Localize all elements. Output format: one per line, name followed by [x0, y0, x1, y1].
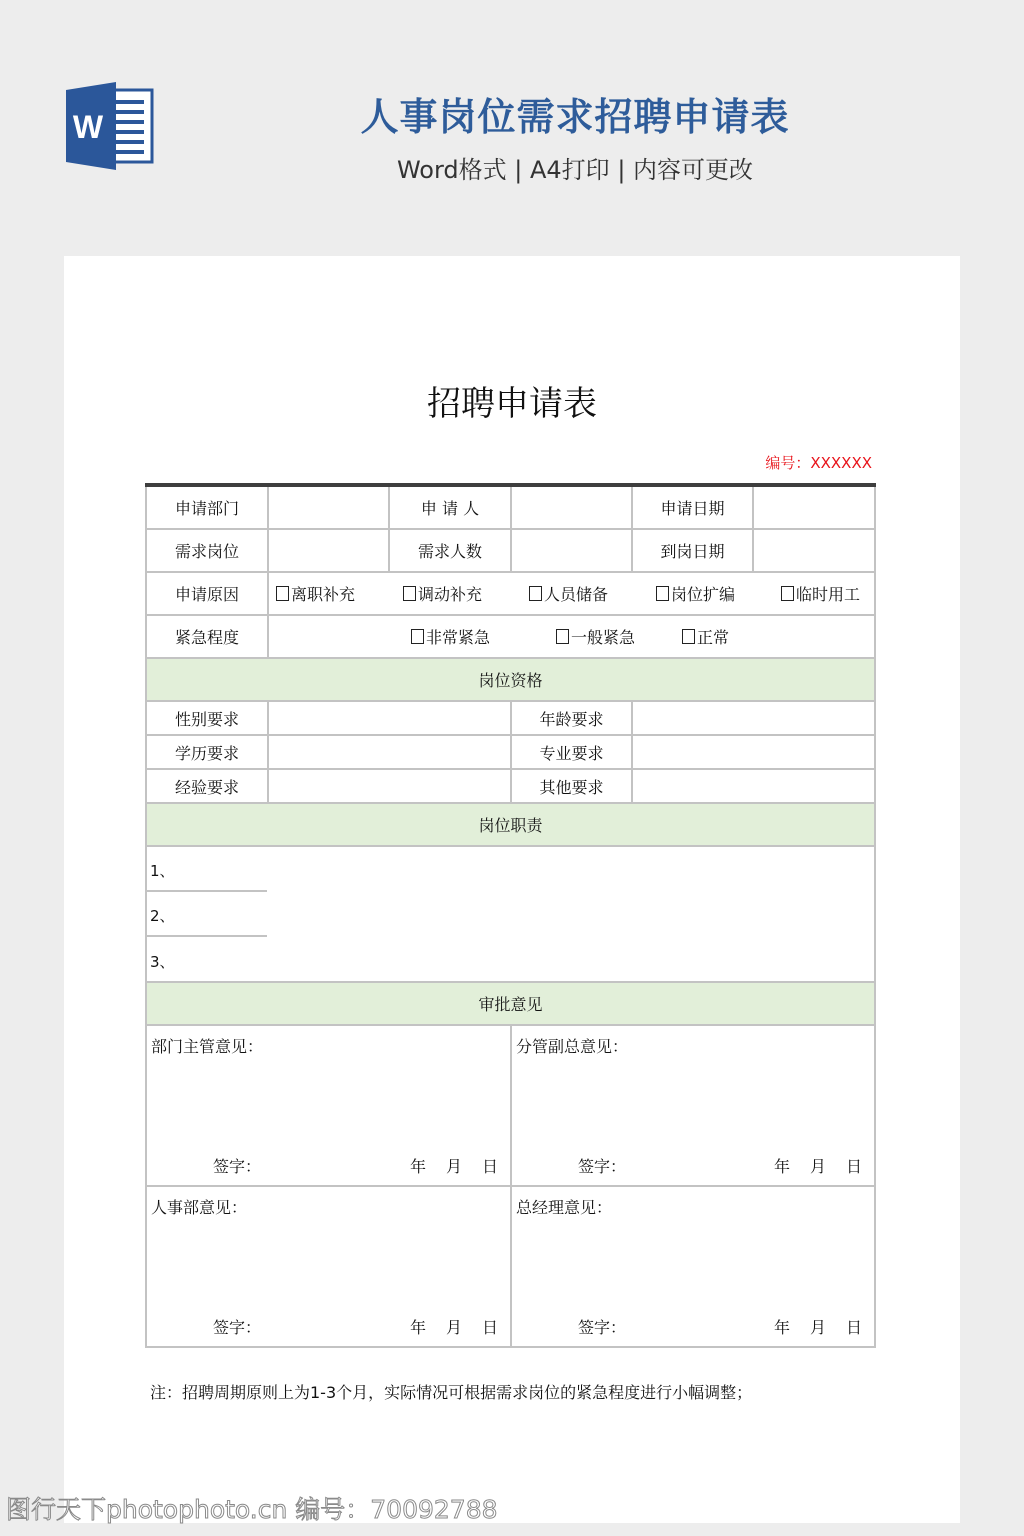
section-approval: 审批意见 — [146, 982, 875, 1025]
serial-number: 编号：XXXXXX — [765, 454, 872, 472]
input-major[interactable] — [632, 735, 875, 769]
checkbox-icon — [556, 629, 569, 644]
date-label: 年 月 日 — [773, 1157, 862, 1176]
input-applicant[interactable] — [511, 485, 632, 529]
header-title: 人事岗位需求招聘申请表 — [360, 95, 790, 139]
input-age[interactable] — [632, 701, 875, 735]
sign-label: 签字： — [578, 1157, 627, 1176]
table-row — [146, 615, 875, 658]
document-title: 招聘申请表 — [427, 384, 597, 424]
section-header-row — [146, 803, 875, 846]
reason-checkbox[interactable]: 临时用工 — [781, 582, 860, 605]
table-row — [146, 701, 875, 735]
watermark: 图行天下photophoto.cn 编号：70092788 — [6, 1495, 498, 1524]
label-major: 专业要求 — [511, 735, 632, 769]
reason-checkbox[interactable]: 人员储备 — [529, 582, 656, 605]
section-header-row — [146, 658, 875, 701]
section-duties: 岗位职责 — [146, 803, 875, 846]
urgency-checkbox[interactable]: 正常 — [682, 625, 729, 648]
table-row — [146, 735, 875, 769]
duty-item: 2、 — [150, 907, 175, 925]
label-experience: 经验要求 — [146, 769, 268, 803]
table-row — [146, 1025, 875, 1186]
table-row — [146, 769, 875, 803]
date-label: 年 月 日 — [409, 1318, 498, 1337]
input-other[interactable] — [632, 769, 875, 803]
input-onboard-date[interactable] — [753, 529, 875, 572]
label-reason: 申请原因 — [146, 572, 268, 615]
checkbox-icon — [276, 586, 289, 601]
label-position: 需求岗位 — [146, 529, 268, 572]
duty-item: 3、 — [150, 953, 175, 971]
table-row — [146, 529, 875, 572]
footnote: 注：招聘周期原则上为1-3个月，实际情况可根据需求岗位的紧急程度进行小幅调整； — [150, 1383, 753, 1402]
approval-general-manager[interactable] — [511, 1186, 875, 1347]
label-urgency: 紧急程度 — [146, 615, 268, 658]
sign-label: 签字： — [213, 1318, 262, 1337]
table-row — [146, 485, 875, 529]
input-experience[interactable] — [268, 769, 511, 803]
reason-options — [268, 572, 875, 615]
checkbox-icon — [656, 586, 669, 601]
input-position[interactable] — [268, 529, 389, 572]
approval-label: 分管副总意见： — [516, 1037, 629, 1056]
word-icon — [64, 82, 156, 170]
approval-label: 部门主管意见： — [151, 1037, 264, 1056]
input-headcount[interactable] — [511, 529, 632, 572]
section-header-row — [146, 982, 875, 1025]
section-qualification: 岗位资格 — [146, 658, 875, 701]
label-dept: 申请部门 — [146, 485, 268, 529]
divider — [147, 935, 267, 937]
input-apply-date[interactable] — [753, 485, 875, 529]
checkbox-icon — [411, 629, 424, 644]
divider — [147, 890, 267, 892]
duties-area[interactable] — [146, 846, 875, 982]
label-other: 其他要求 — [511, 769, 632, 803]
input-education[interactable] — [268, 735, 511, 769]
reason-checkbox[interactable]: 调动补充 — [403, 582, 529, 605]
label-applicant: 申 请 人 — [389, 485, 511, 529]
table-row — [146, 846, 875, 982]
label-headcount: 需求人数 — [389, 529, 511, 572]
checkbox-icon — [682, 629, 695, 644]
application-form-table — [145, 483, 876, 1348]
urgency-checkbox[interactable]: 非常紧急 — [411, 625, 556, 648]
label-onboard-date: 到岗日期 — [632, 529, 753, 572]
input-gender[interactable] — [268, 701, 511, 735]
approval-hr[interactable] — [146, 1186, 511, 1347]
document-page — [64, 256, 960, 1523]
date-label: 年 月 日 — [773, 1318, 862, 1337]
table-row — [146, 572, 875, 615]
sign-label: 签字： — [578, 1318, 627, 1337]
sign-label: 签字： — [213, 1157, 262, 1176]
input-dept[interactable] — [268, 485, 389, 529]
approval-label: 总经理意见： — [516, 1198, 613, 1217]
urgency-options — [268, 615, 875, 658]
word-icon-letter: W — [72, 109, 104, 145]
checkbox-icon — [403, 586, 416, 601]
header-subtitle: Word格式 | A4打印 | 内容可更改 — [396, 156, 754, 184]
label-education: 学历要求 — [146, 735, 268, 769]
duty-item: 1、 — [150, 862, 175, 880]
reason-checkbox[interactable]: 岗位扩编 — [656, 582, 781, 605]
approval-vice-president[interactable] — [511, 1025, 875, 1186]
approval-label: 人事部意见： — [151, 1198, 248, 1217]
table-row — [146, 1186, 875, 1347]
approval-dept-manager[interactable] — [146, 1025, 511, 1186]
reason-checkbox[interactable]: 离职补充 — [276, 582, 403, 605]
label-age: 年龄要求 — [511, 701, 632, 735]
urgency-checkbox[interactable]: 一般紧急 — [556, 625, 682, 648]
checkbox-icon — [781, 586, 794, 601]
date-label: 年 月 日 — [409, 1157, 498, 1176]
label-apply-date: 申请日期 — [632, 485, 753, 529]
checkbox-icon — [529, 586, 542, 601]
label-gender: 性别要求 — [146, 701, 268, 735]
